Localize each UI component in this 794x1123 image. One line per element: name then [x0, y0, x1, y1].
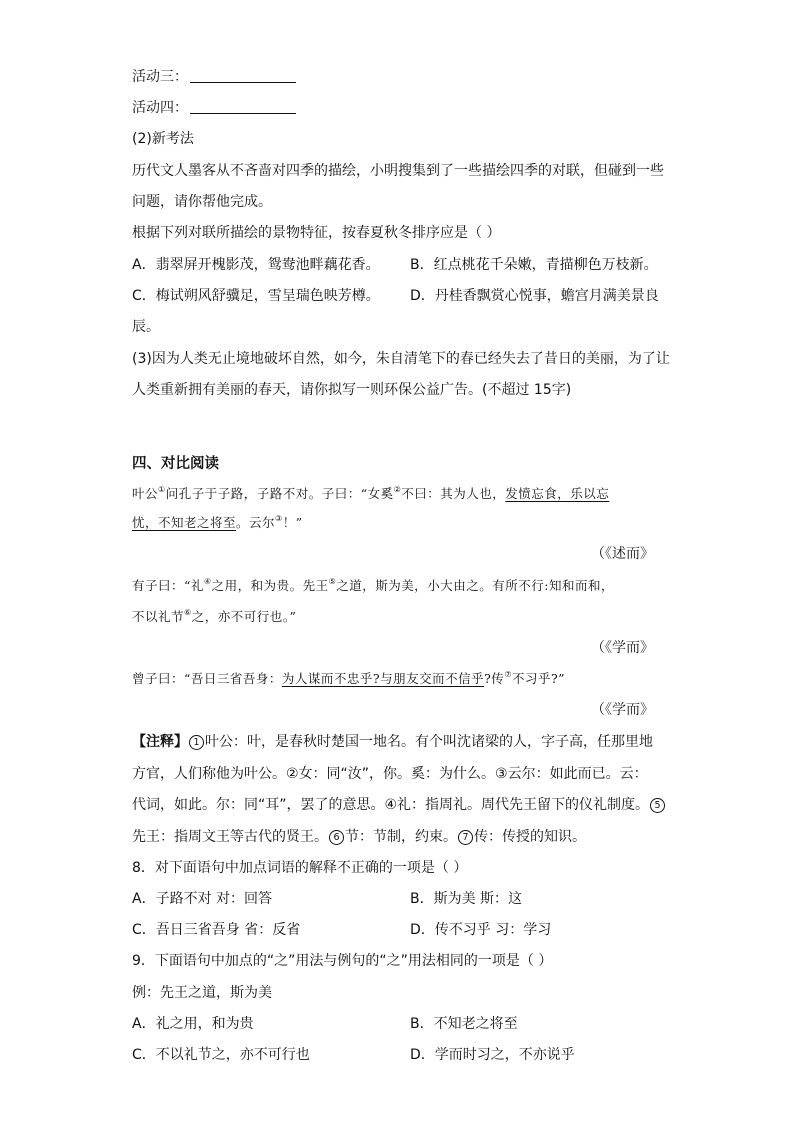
text: 之道，斯为美，小大由之。有所不行:知和而和，	[336, 578, 614, 593]
footnote-mark: ⑦	[504, 670, 512, 679]
passage-3-source: （《学而》	[591, 702, 654, 718]
text: 传：传授的知识。	[474, 829, 586, 845]
question-8-option-b: B．斯为美 斯：这	[410, 891, 523, 907]
footnote-mark: ⑤	[328, 577, 337, 586]
question-9-option-b: B．不知老之将至	[410, 1016, 518, 1032]
new-exam-option-c: C．梅试朔风舒骥足，雪呈瑞色映芳樽。	[132, 288, 380, 304]
question-9-option-a: A．礼之用，和为贵	[132, 1016, 254, 1032]
question-8-stem: 8．对下面语句中加点词语的解释不正确的一项是（ ）	[132, 860, 468, 876]
activity-three-blank[interactable]	[190, 68, 296, 83]
text: 不习乎?”	[511, 671, 566, 686]
new-exam-intro-2: 问题，请你帮他完成。	[132, 194, 272, 210]
activity-three-line	[132, 67, 296, 87]
ad-question-line-1: (3)因为人类无止境地破坏自然，如今，朱自清笔下的春已经失去了昔日的美丽，为了让	[132, 351, 670, 367]
notes-heading: 【注释】	[132, 734, 188, 750]
notes-line-2: 方官，人们称他为叶公。②女：同“汝”，你。奚：为什么。③云尔：如此而已。云：	[132, 766, 648, 782]
text: 先王：指周文王等古代的贤王。	[132, 829, 328, 845]
passage-2-line-1	[132, 576, 614, 596]
text: 不以礼节	[132, 609, 185, 624]
text: 叶公	[132, 486, 159, 501]
section-title: 四、对比阅读	[132, 456, 219, 472]
new-exam-option-b: B．红点桃花千朵嫩，青描柳色万枝新。	[410, 257, 658, 273]
text: 有子曰：“礼	[132, 578, 204, 593]
footnote-mark: ④	[203, 577, 212, 586]
underlined-text: 为人谋而不忠乎?与朋友交而不信乎	[281, 671, 485, 686]
passage-1-line-2	[132, 513, 303, 533]
text: ?传	[484, 671, 505, 686]
passage-3-line	[132, 669, 565, 689]
text: 问孔子于子路，子路不对。子曰：“女奚	[165, 486, 394, 501]
question-8-option-a: A．子路不对 对：回答	[132, 891, 273, 907]
new-exam-label: (2)新考法	[132, 131, 194, 147]
question-9-option-c: C．不以礼节之，亦不可行也	[132, 1047, 310, 1063]
question-9-stem: 9．下面语句中加点的“之”用法与例句的“之”用法相同的一项是（ ）	[132, 953, 553, 969]
new-exam-question: 根据下列对联所描绘的景物特征，按春夏秋冬排序应是（ ）	[132, 225, 501, 241]
text: 之用，和为贵。先王	[211, 578, 329, 593]
underlined-text: 忧，不知老之将至	[132, 515, 237, 530]
circled-number: 1	[189, 735, 204, 750]
new-exam-option-a: A．翡翠屏开槐影茂，鸳鸯池畔藕花香。	[132, 257, 380, 273]
footnote-mark: ③	[275, 514, 283, 523]
circled-number: 7	[458, 830, 473, 845]
text: ！”	[282, 515, 303, 530]
text: 。云尔	[236, 515, 276, 530]
question-8-option-d: D．传不习乎 习：学习	[410, 922, 552, 938]
passage-1-source: （《述而》	[591, 546, 654, 562]
footnote-mark: ⑥	[184, 608, 192, 617]
activity-four-blank[interactable]	[190, 99, 296, 114]
text: 叶公：叶，是春秋时楚国一地名。有个叫沈诸梁的人，字子高，任那里地	[205, 734, 653, 750]
new-exam-intro-1: 历代文人墨客从不吝啬对四季的描绘，小明搜集到了一些描绘四季的对联，但碰到一些	[132, 163, 664, 179]
question-9-option-d: D．学而时习之，不亦说乎	[410, 1047, 575, 1063]
ad-question-line-2: 人类重新拥有美丽的春天，请你拟写一则环保公益广告。(不超过 15字)	[132, 382, 572, 398]
passage-1-line-1	[132, 484, 609, 504]
underlined-text: 发愤忘食，乐以忘	[505, 486, 610, 501]
activity-three-label: 活动三：	[132, 69, 188, 85]
circled-number: 5	[650, 798, 665, 813]
footnote-mark: ①	[158, 485, 166, 494]
passage-2-line-2	[132, 607, 296, 627]
new-exam-option-d-cont: 辰。	[132, 319, 160, 335]
activity-four-label: 活动四：	[132, 100, 188, 116]
footnote-mark: ②	[393, 485, 402, 494]
activity-four-line	[132, 98, 296, 118]
new-exam-option-d: D．丹桂香飘赏心悦事，蟾宫月满美景良	[410, 288, 659, 304]
text: 代词，如此。尔：同“耳”，罢了的意思。④礼：指周礼。周代先王留下的仪礼制度。	[132, 797, 650, 813]
notes-line-1	[132, 732, 653, 752]
text: 曾子曰：“吾日三省吾身：	[132, 671, 282, 686]
text: 之，亦不可行也。”	[191, 609, 297, 624]
text: 节：节制，约束。	[345, 829, 457, 845]
question-8-option-c: C．吾日三省吾身 省：反省	[132, 922, 301, 938]
notes-line-4	[132, 827, 586, 847]
question-9-example: 例：先王之道，斯为美	[132, 985, 272, 1001]
text: 不曰：其为人也，	[401, 486, 506, 501]
notes-line-3	[132, 795, 666, 815]
passage-2-source: （《学而》	[591, 640, 654, 656]
circled-number: 6	[329, 830, 344, 845]
